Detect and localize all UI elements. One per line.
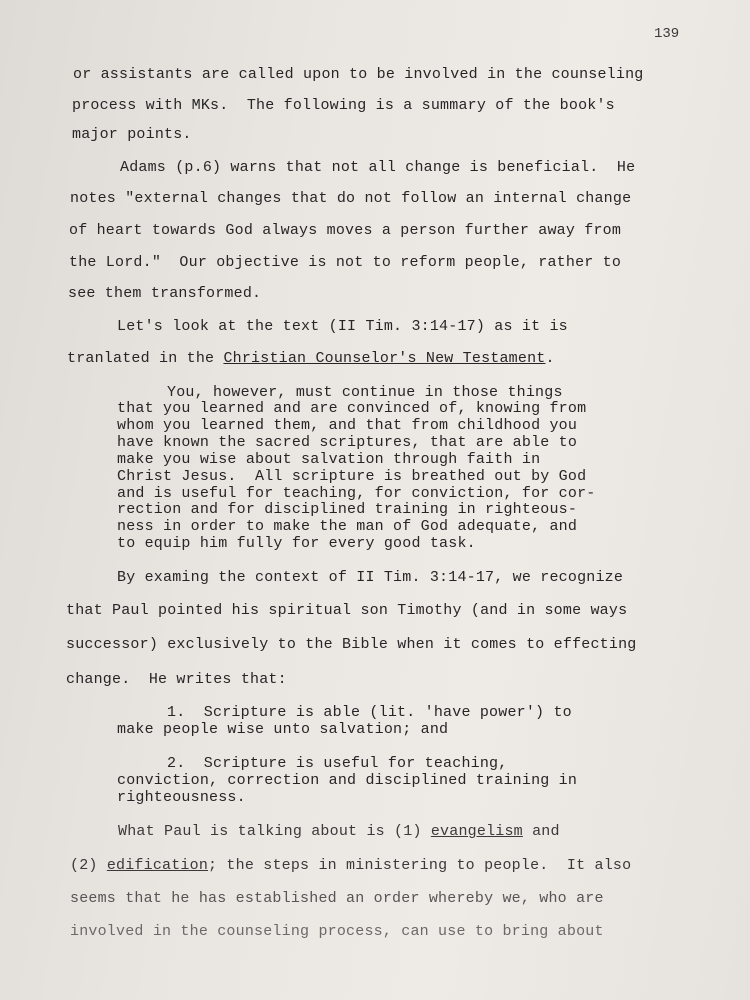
text-line: see them transformed. — [68, 285, 262, 302]
term-edification: edification — [106, 857, 209, 874]
quote-line: Christ Jesus. All scripture is breathed out by God — [117, 468, 587, 485]
term-evangelism: evangelism — [430, 823, 523, 840]
text-line — [67, 350, 555, 368]
text-line — [70, 857, 631, 875]
list-line: 1. Scripture is able (lit. 'have power') to — [167, 704, 572, 721]
quote-line: You, however, must continue in those things — [167, 384, 563, 401]
text-line: Let's look at the text (II Tim. 3:14-17) as it is — [117, 318, 568, 335]
list-line: make people wise unto salvation; and — [117, 721, 449, 738]
quote-line: have known the sacred scriptures, that are able to — [117, 434, 578, 451]
text-fragment: ; the steps in ministering to people. It also — [208, 857, 632, 874]
text-line: major points. — [72, 126, 192, 143]
text-line: seems that he has established an order whereby we, who are — [70, 890, 604, 907]
text-fragment: . — [545, 350, 555, 367]
text-line: of heart towards God always moves a person further away from — [69, 222, 622, 239]
text-line: involved in the counseling process, can use to bring about — [70, 923, 604, 940]
quote-line: make you wise about salvation through faith in — [117, 451, 541, 468]
text-line: or assistants are called upon to be involved in the counseling — [73, 66, 644, 83]
text-fragment: and — [522, 823, 560, 840]
quote-line: ness in order to make the man of God adequate, and — [117, 518, 578, 535]
text-line: Adams (p.6) warns that not all change is beneficial. He — [120, 159, 636, 176]
text-line: the Lord." Our objective is not to reform people, rather to — [69, 254, 622, 271]
text-line: change. He writes that: — [66, 671, 287, 688]
text-line: By examing the context of II Tim. 3:14-17, we recognize — [117, 569, 624, 586]
text-line: notes "external changes that do not follow an internal change — [70, 190, 632, 207]
text-fragment: What Paul is talking about is (1) — [118, 823, 431, 840]
text-line: that Paul pointed his spiritual son Timothy (and in some ways — [66, 602, 628, 619]
list-line: 2. Scripture is useful for teaching, — [167, 755, 508, 772]
text-line — [118, 823, 560, 841]
text-line: process with MKs. The following is a summary of the book's — [72, 97, 615, 114]
text-fragment: tranlated in the — [67, 350, 224, 367]
text-line: successor) exclusively to the Bible when it comes to effecting — [66, 636, 637, 653]
text-fragment: (2) — [70, 857, 107, 874]
quote-line: to equip him fully for every good task. — [117, 535, 476, 552]
quote-line: whom you learned them, and that from childhood you — [117, 417, 578, 434]
list-line: righteousness. — [117, 789, 246, 806]
quote-line: rection and for disciplined training in righteous- — [117, 501, 578, 518]
list-line: conviction, correction and disciplined training in — [117, 772, 578, 789]
quote-line: that you learned and are convinced of, knowing from — [117, 400, 587, 417]
page-number: 139 — [654, 26, 680, 42]
quote-line: and is useful for teaching, for conviction, for cor- — [117, 485, 596, 502]
book-title: Christian Counselor's New Testament — [223, 350, 546, 367]
